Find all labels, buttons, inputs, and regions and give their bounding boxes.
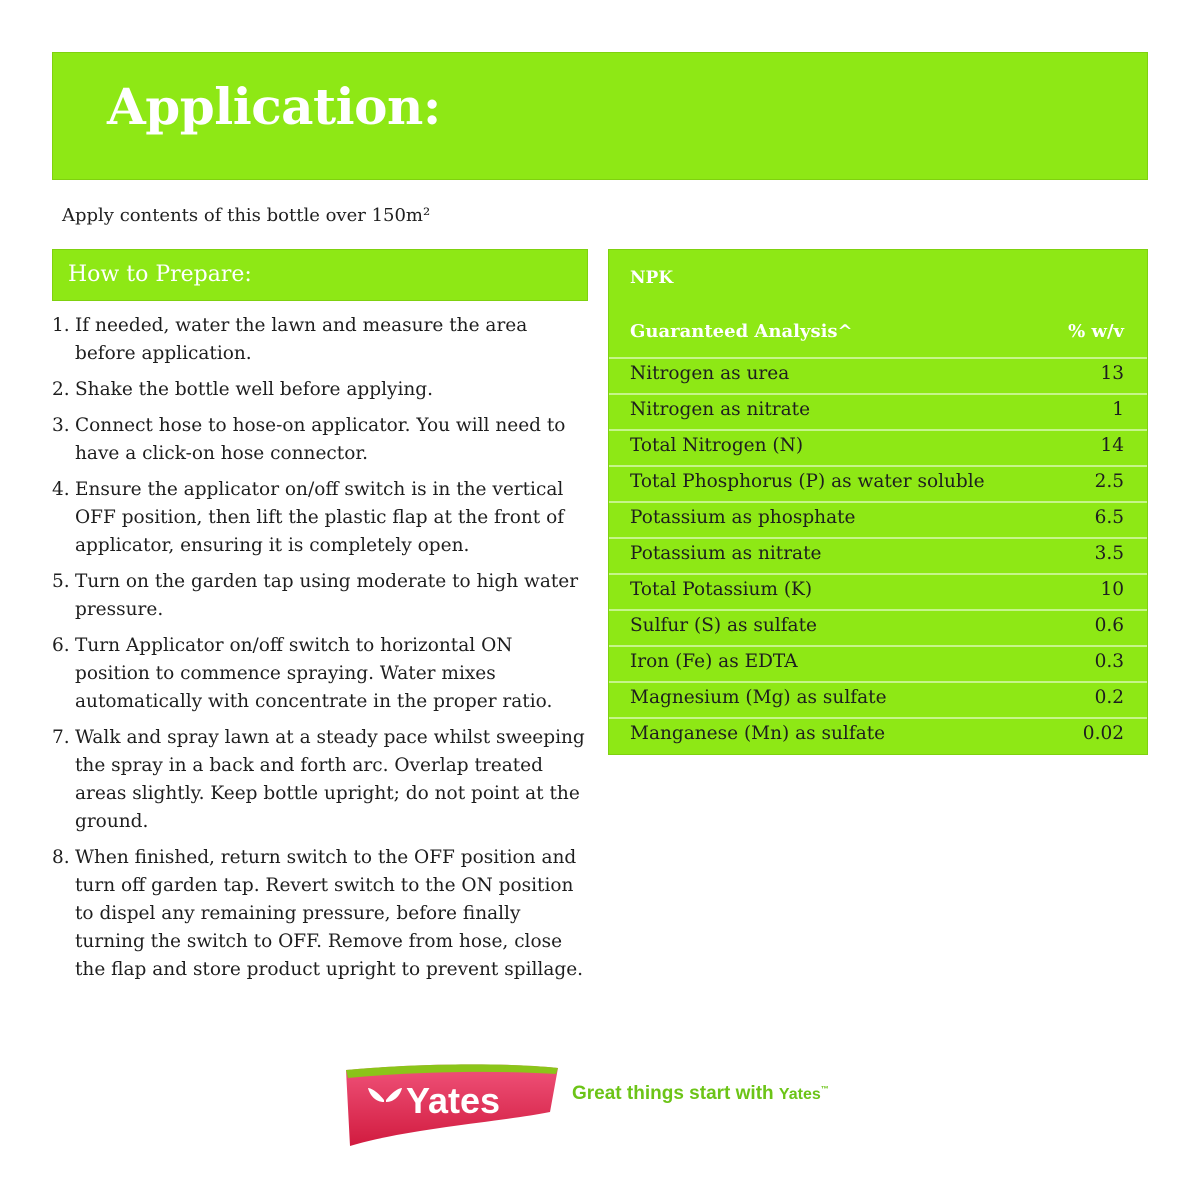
list-item <box>52 844 592 984</box>
nutrient-value: 1 <box>1112 399 1124 420</box>
how-to-prepare-heading: How to Prepare: <box>68 262 252 287</box>
step-text: When finished, return switch to the OFF position and turn off garden tap. Revert switch to the ON position to dispel any remaining pressure, before finally turning the switch to OFF. Remove from hose, close the flap and store product upright to prevent spillage. <box>75 847 584 980</box>
preparation-steps <box>52 312 592 992</box>
table-row <box>609 609 1147 645</box>
nutrient-value: 0.3 <box>1094 651 1124 672</box>
how-to-prepare-header <box>52 249 588 301</box>
nutrient-name: Potassium as phosphate <box>630 507 856 528</box>
nutrient-value: 3.5 <box>1094 543 1124 564</box>
list-item <box>52 376 592 404</box>
step-text: Shake the bottle well before applying. <box>75 379 434 400</box>
nutrient-value: 13 <box>1100 363 1124 384</box>
list-item <box>52 632 592 716</box>
table-row <box>609 429 1147 465</box>
table-row <box>609 717 1147 753</box>
step-text: Turn on the garden tap using moderate to high water pressure. <box>75 571 579 620</box>
list-item <box>52 312 592 368</box>
step-text: If needed, water the lawn and measure the area before application. <box>75 315 528 364</box>
step-text: Walk and spray lawn at a steady pace whilst sweeping the spray in a back and forth arc. Overlap treated areas slightly. Keep bottle upright; do not point at the ground. <box>75 727 585 832</box>
list-item <box>52 476 592 560</box>
step-text: Ensure the applicator on/off switch is in the vertical OFF position, then lift the plastic flap at the front of applicator, ensuring it is completely open. <box>75 479 565 556</box>
nutrient-name: Sulfur (S) as sulfate <box>630 615 817 636</box>
npk-analysis-table <box>608 249 1148 755</box>
page-title: Application: <box>107 77 441 136</box>
table-row <box>609 645 1147 681</box>
nutrient-name: Total Phosphorus (P) as water soluble <box>630 471 985 492</box>
nutrient-value: 0.2 <box>1094 687 1124 708</box>
nutrient-value: 0.02 <box>1082 723 1124 744</box>
tagline-text: Great things start with <box>572 1083 774 1104</box>
nutrient-value: 0.6 <box>1094 615 1124 636</box>
nutrient-value: 2.5 <box>1094 471 1124 492</box>
nutrient-name: Potassium as nitrate <box>630 543 822 564</box>
step-number: 6. <box>52 635 70 656</box>
nutrient-value: 6.5 <box>1094 507 1124 528</box>
application-banner <box>52 52 1148 180</box>
step-number: 1. <box>52 315 70 336</box>
step-number: 2. <box>52 379 70 400</box>
npk-title: NPK <box>630 268 674 288</box>
step-number: 7. <box>52 727 70 748</box>
step-number: 8. <box>52 847 70 868</box>
nutrient-name: Manganese (Mn) as sulfate <box>630 723 886 744</box>
step-text: Turn Applicator on/off switch to horizontal ON position to commence spraying. Water mixes automatically with concentrate in the proper ratio. <box>75 635 553 712</box>
step-text: Connect hose to hose-on applicator. You will need to have a click-on hose connector. <box>75 415 566 464</box>
table-row <box>609 501 1147 537</box>
list-item <box>52 568 592 624</box>
nutrient-name: Magnesium (Mg) as sulfate <box>630 687 887 708</box>
nutrient-name: Nitrogen as nitrate <box>630 399 811 420</box>
yates-logo <box>340 1062 560 1148</box>
nutrient-name: Nitrogen as urea <box>630 363 790 384</box>
table-header <box>630 321 1124 345</box>
step-number: 3. <box>52 415 70 436</box>
table-row <box>609 573 1147 609</box>
nutrient-value: 14 <box>1100 435 1124 456</box>
nutrient-name: Iron (Fe) as EDTA <box>630 651 798 672</box>
table-row <box>609 465 1147 501</box>
coverage-text: Apply contents of this bottle over 150m² <box>62 205 431 226</box>
table-row <box>609 393 1147 429</box>
analysis-column-header: Guaranteed Analysis^ <box>630 321 853 342</box>
table-row <box>609 537 1147 573</box>
list-item <box>52 412 592 468</box>
tagline <box>572 1083 829 1105</box>
list-item <box>52 724 592 836</box>
table-row <box>609 357 1147 393</box>
nutrient-name: Total Nitrogen (N) <box>630 435 804 456</box>
svg-text:Yates: Yates <box>406 1080 501 1121</box>
unit-column-header: % w/v <box>1068 321 1124 342</box>
step-number: 4. <box>52 479 70 500</box>
trademark-symbol: ™ <box>820 1084 829 1094</box>
table-row <box>609 681 1147 717</box>
nutrient-name: Total Potassium (K) <box>630 579 813 600</box>
table-body <box>609 357 1147 753</box>
step-number: 5. <box>52 571 70 592</box>
tagline-brand: Yates <box>778 1086 821 1103</box>
nutrient-value: 10 <box>1100 579 1124 600</box>
